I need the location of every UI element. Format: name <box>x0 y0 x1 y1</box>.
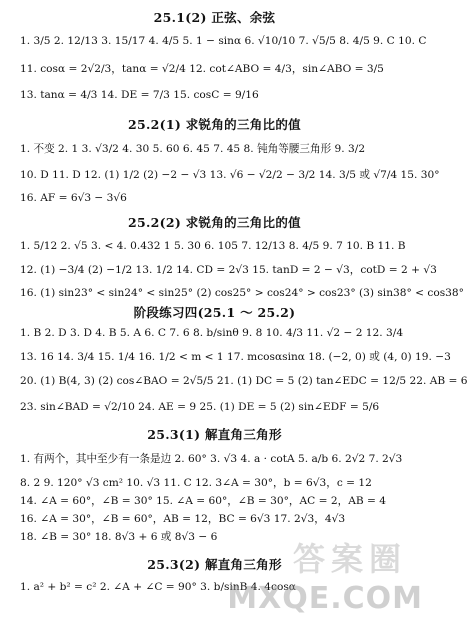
answer-line: 16. AF = 6√3 − 3√6 <box>20 192 127 204</box>
answer-line: 1. 不变 2. 1 3. √3/2 4. 30 5. 60 6. 45 7. 45 8. 钝角等腰三角形 9. 3/2 <box>20 143 366 155</box>
section-title-25-3-1: 25.3(1) 解直角三角形 <box>147 427 282 442</box>
watermark-logo: MXQE.COM <box>227 581 423 616</box>
answer-line: 8. 2 9. 120° √3 cm² 10. √3 11. C 12. 3∠A = 30°，b = 6√3，c = 12 <box>20 477 372 489</box>
answer-line: 1. 3/5 2. 12/13 3. 15/17 4. 4/5 5. 1 − sinα 6. √10/10 7. √5/5 8. 4/5 9. C 10. C <box>20 35 427 47</box>
section-title-25-3-2: 25.3(2) 解直角三角形 <box>147 557 282 572</box>
answer-line: 16. (1) sin23° < sin24° < sin25° (2) cos25° > cos24° > cos23° (3) sin38° < cos38° <box>20 287 464 299</box>
answer-line: 23. sin∠BAD = √2/10 24. AE = 9 25. (1) DE = 5 (2) sin∠EDF = 5/6 <box>20 401 380 413</box>
section-title-25-1-2: 25.1(2) 正弦、余弦 <box>153 10 276 25</box>
answer-line: 14. ∠A = 60°，∠B = 30° 15. ∠A = 60°，∠B = 30°，AC = 2，AB = 4 <box>20 495 386 507</box>
answer-line: 11. cosα = 2√2/3，tanα = √2/4 12. cot∠ABO = 4/3，sin∠ABO = 3/5 <box>20 63 384 75</box>
answer-line: 20. (1) B(4, 3) (2) cos∠BAO = 2√5/5 21. (1) DC = 5 (2) tan∠EDC = 12/5 22. AB = 6 <box>20 375 468 387</box>
section-title-25-2-1: 25.2(1) 求锐角的三角比的值 <box>128 117 301 132</box>
watermark-logo-cn: 答案圈 <box>292 540 407 578</box>
section-title-stage-4: 阶段练习四(25.1 ～ 25.2) <box>133 305 296 320</box>
answer-line: 1. a² + b² = c² 2. ∠A + ∠C = 90° 3. b/sinB 4. 4cosα <box>20 581 296 593</box>
answer-line: 13. 16 14. 3/4 15. 1/4 16. 1/2 < m < 1 17. mcosαsinα 18. (−2, 0) 或 (4, 0) 19. −3 <box>20 351 451 363</box>
answer-line: 1. 5/12 2. √5 3. < 4. 0.432 1 5. 30 6. 105 7. 12/13 8. 4/5 9. 7 10. B 11. B <box>20 240 406 252</box>
answer-line: 18. ∠B = 30° 18. 8√3 + 6 或 8√3 − 6 <box>20 531 218 543</box>
section-title-25-2-2: 25.2(2) 求锐角的三角比的值 <box>128 215 301 230</box>
answer-line: 10. D 11. D 12. (1) 1/2 (2) −2 − √3 13. √6 − √2/2 − 3/2 14. 3/5 或 √7/4 15. 30° <box>20 169 440 181</box>
answer-line: 12. (1) −3/4 (2) −1/2 13. 1/2 14. CD = 2√3 15. tanD = 2 − √3，cotD = 2 + √3 <box>20 264 437 276</box>
answer-line: 16. ∠A = 30°，∠B = 60°，AB = 12，BC = 6√3 17. 2√3，4√3 <box>20 513 346 525</box>
answer-line: 13. tanα = 4/3 14. DE = 7/3 15. cosC = 9/16 <box>20 89 259 101</box>
answer-line: 1. B 2. D 3. D 4. B 5. A 6. C 7. 6 8. b/sinθ 9. 8 10. 4/3 11. √2 − 2 12. 3/4 <box>20 327 404 339</box>
answer-line: 1. 有两个，其中至少有一条是边 2. 60° 3. √3 4. a · cotA 5. a/b 6. 2√2 7. 2√3 <box>20 453 403 465</box>
